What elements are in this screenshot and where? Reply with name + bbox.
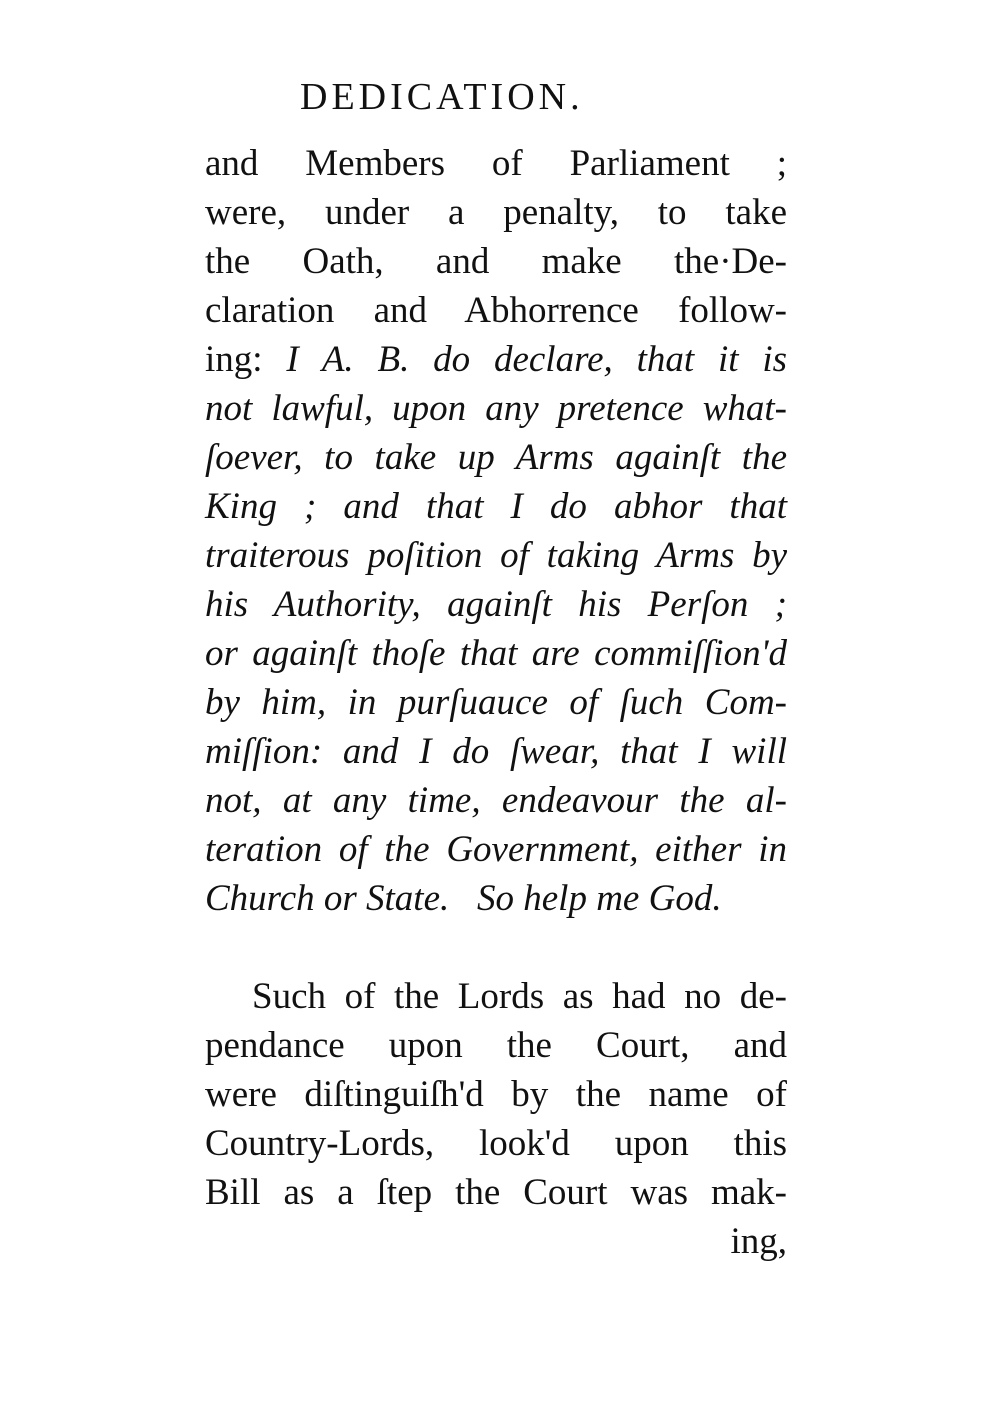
running-head: DEDICATION. [300,76,584,118]
text-line: ing: I A. B. do declare, that it is [205,339,787,380]
text-line: King ; and that I do abhor that [205,486,787,527]
text-line: claration and Abhorrence follow- [205,290,787,331]
text-line: pendance upon the Court, and [205,1025,787,1066]
text-line: were, under a penalty, to take [205,192,787,233]
text-line: or againſt thoſe that are commiſſion'd [205,633,787,674]
text-line: Country-Lords, look'd upon this [205,1123,787,1164]
text-line: and Members of Parliament ; [205,143,787,184]
text-line: Such of the Lords as had no de- [252,976,787,1017]
catchword: ing, [730,1221,787,1262]
text-line: the Oath, and make the·De- [205,241,787,282]
text-line: not, at any time, endeavour the al- [205,780,787,821]
text-line: ſoever, to take up Arms againſt the [205,437,787,478]
text-line: teration of the Government, either in [205,829,787,870]
text-line: were diſtinguiſh'd by the name of [205,1074,787,1115]
text-line: Bill as a ſtep the Court was mak- [205,1172,787,1213]
text-line: traiterous poſition of taking Arms by [205,535,787,576]
text-line: Church or State. So help me God. [205,878,722,919]
text-line: his Authority, againſt his Perſon ; [205,584,787,625]
text-line: by him, in purſuauce of ſuch Com- [205,682,787,723]
text-line: miſſion: and I do ſwear, that I will [205,731,787,772]
text-line: not lawful, upon any pretence what- [205,388,787,429]
